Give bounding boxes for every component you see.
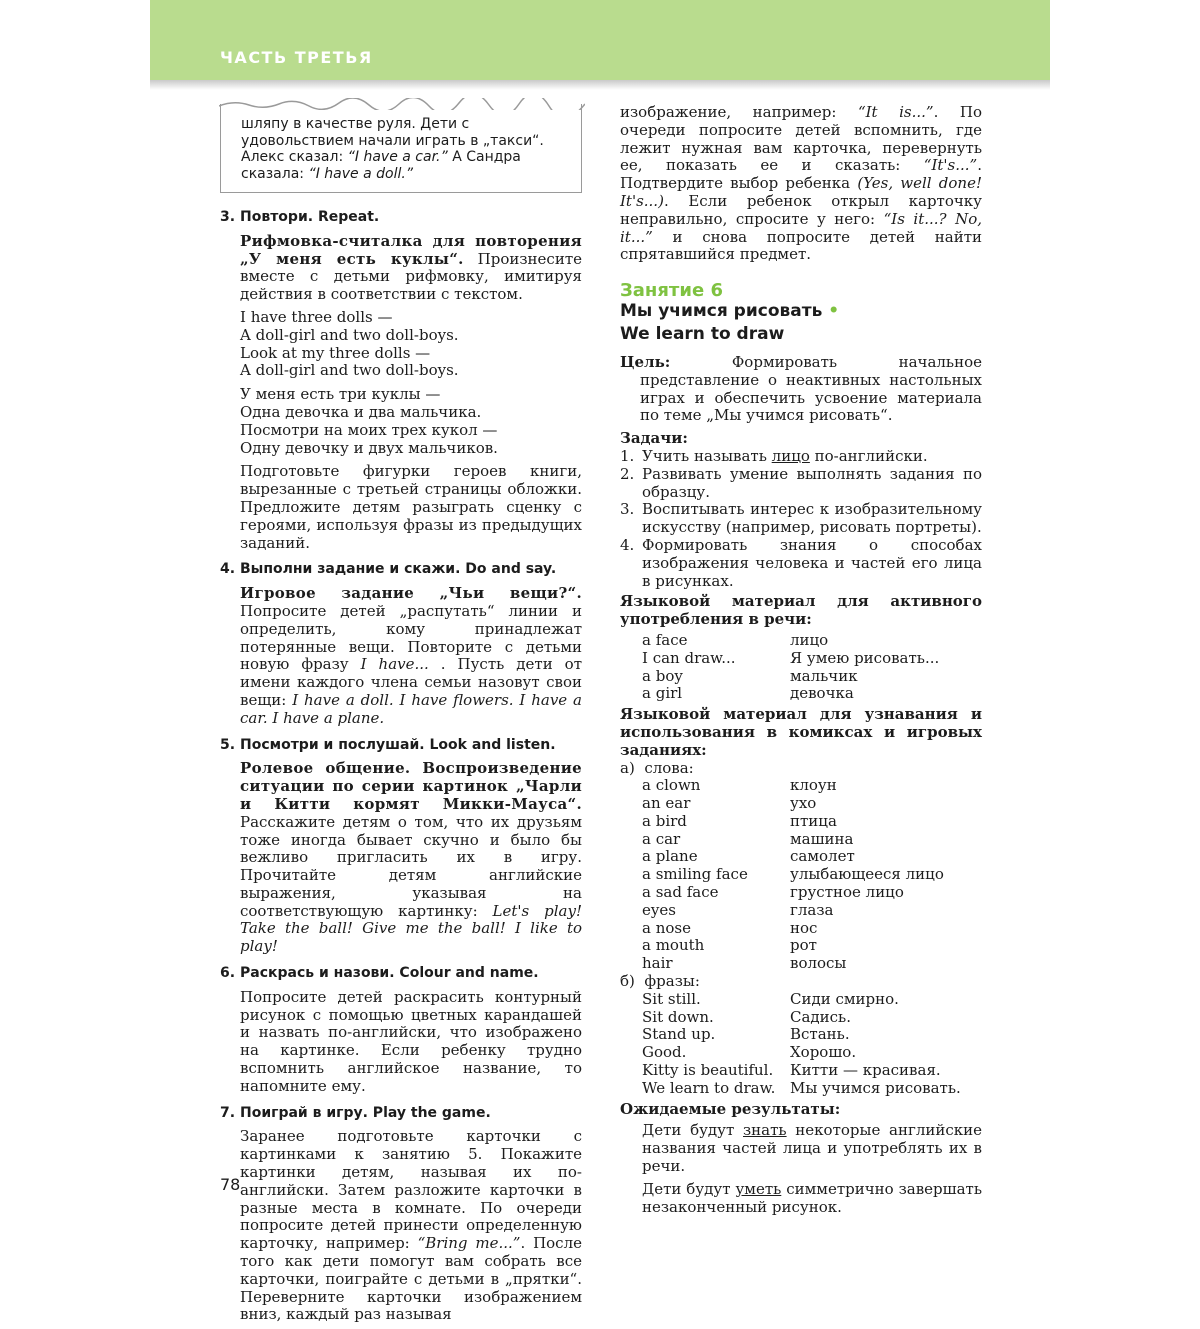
item-underlined: лицо: [771, 446, 810, 465]
vocab-row: [642, 668, 982, 686]
section-4-text: [240, 585, 582, 727]
vocab-en: a face: [642, 630, 688, 649]
vocab-row: [642, 632, 982, 650]
vocab-ru: птица: [790, 811, 837, 830]
vocab-en: Sit down.: [642, 1007, 714, 1026]
section-3-intro: [240, 233, 582, 304]
vocab-en: eyes: [642, 900, 676, 919]
list-item: [620, 501, 982, 537]
vocab-ru: девочка: [790, 684, 854, 703]
section-4: [220, 561, 582, 727]
item-number: 2.: [620, 464, 635, 483]
active-vocab-label: Языковой материал для активного употребления в речи:: [620, 592, 982, 629]
example-phrase: (Yes, well done! It's...): [620, 174, 982, 210]
poem-line: Look at my three dolls —: [240, 343, 431, 362]
lead-text: Ролевое общение. Воспроизведение ситуации по серии картинок „Чарли и Китти кормят Микки-Мауса“.: [240, 759, 582, 813]
vocab-en: a mouth: [642, 936, 705, 955]
example-phrase: “It's...”: [923, 156, 978, 175]
body-text: . Подтвердите выбор ребенка: [620, 156, 982, 193]
item-text: по-английски.: [809, 446, 928, 465]
vocab-row: [642, 866, 982, 884]
vocab-ru: Встань.: [790, 1025, 850, 1044]
body-text: . Пусть дети от имени каждого члена семьи назовут свои вещи:: [240, 655, 583, 709]
vocab-en: a smiling face: [642, 865, 748, 884]
vocab-en: a car: [642, 829, 681, 848]
page-header-band: [150, 0, 1050, 80]
body-text: Произнесите вместе с детьми рифмовку, имитируя действия в соответствии с текстом.: [240, 249, 583, 304]
vocab-en: Sit still.: [642, 989, 701, 1008]
vocab-row: [642, 1044, 982, 1062]
poem-line: A doll-girl and two doll-boys.: [240, 361, 459, 380]
note-quote-1: “I have a car.”: [347, 149, 448, 165]
section-title: ЧАСТЬ ТРЕТЬЯ: [220, 48, 373, 67]
poem-line: I have three dolls —: [240, 307, 393, 326]
poem-line: У меня есть три куклы —: [240, 385, 441, 404]
vocab-en: a girl: [642, 684, 683, 703]
section-number: 4.: [220, 561, 236, 578]
section-title: Повтори. Repeat.: [240, 209, 380, 225]
vocab-ru: нос: [790, 918, 818, 937]
vocab-ru: Садись.: [790, 1007, 851, 1026]
words-table: [642, 777, 982, 973]
body-text: изображение, например:: [620, 103, 858, 121]
section-7-continued: [620, 104, 982, 264]
section-number: 3.: [220, 209, 236, 225]
example-phrase: “It is...”: [857, 103, 934, 121]
vocab-ru: рот: [790, 936, 817, 955]
vocab-en: a boy: [642, 666, 683, 685]
underlined-word: уметь: [735, 1179, 782, 1198]
body-text: Заранее подготовьте карточки с картинками к занятию 5. Покажите картинки детям, называя их по-английски. Затем разложите карточки в разные места в комнате. По очереди попросите детей принести определенную карточку, например:: [240, 1127, 582, 1253]
section-7-heading: [220, 1105, 582, 1123]
section-title: Посмотри и послушай. Look and listen.: [240, 736, 556, 753]
section-6-text: Попросите детей раскрасить контурный рисунок с помощью цветных карандашей и назвать по-английски, что изображено на картинке. Если ребенку трудно вспомнить английское название, то напомните ему.: [240, 987, 582, 1095]
vocab-ru: улыбающееся лицо: [790, 865, 944, 884]
poem-line: Одна девочка и два мальчика.: [240, 402, 482, 421]
vocab-ru: Китти — красивая.: [790, 1061, 941, 1080]
item-text: Учить называть: [642, 446, 772, 465]
vocab-ru: глаза: [790, 900, 834, 919]
vocab-ru: лицо: [790, 630, 829, 649]
body-text: . Если ребенок открыл карточку неправильно, спросите у него:: [620, 191, 982, 228]
list-item: [620, 537, 982, 590]
section-3-heading: [220, 209, 582, 227]
section-7-text: [240, 1128, 582, 1324]
vocab-row: [642, 884, 982, 902]
vocab-en: hair: [642, 954, 673, 973]
vocab-row: [642, 1080, 982, 1098]
poem-line: A doll-girl and two doll-boys.: [240, 325, 459, 344]
poem-line: Посмотри на моих трех кукол —: [240, 420, 498, 439]
example-phrase: Let's play! Take the ball! Give me the ball! I like to play!: [240, 901, 582, 956]
vocab-en: a clown: [642, 776, 701, 795]
vocab-ru: Я умею рисовать...: [790, 648, 940, 667]
example-phrase: “Is it...? No, it...”: [620, 209, 982, 246]
body-text: Расскажите детям о том, что их друзьям тоже иногда бывает скучно и было бы вежливо пригласить их в игру. Прочитайте детям английские выражения, указывая на соответствующую картинку:: [240, 812, 582, 920]
note-text-1: шляпу в качестве руля. Дети с удовольствием начали играть в „такси“. Алекс сказал:: [241, 116, 544, 165]
item-number: 3.: [620, 500, 635, 519]
vocab-row: [642, 831, 982, 849]
phrases-table: [642, 991, 982, 1098]
poem-russian: [240, 386, 582, 457]
list-item: [620, 448, 982, 466]
lesson-title-ru: Мы учимся рисовать: [620, 300, 823, 321]
body-text: и снова попросите детей найти спрятавшийся предмет.: [620, 227, 982, 264]
vocab-en: a plane: [642, 847, 698, 866]
bullet-icon: •: [828, 300, 840, 321]
vocab-ru: мальчик: [790, 666, 858, 685]
vocab-ru: Сиди смирно.: [790, 989, 899, 1008]
story-note-box: [220, 104, 582, 193]
poem-english: [240, 309, 582, 380]
active-vocab-table: [642, 632, 982, 703]
vocab-row: [642, 902, 982, 920]
right-column: [620, 104, 982, 1221]
vocab-row: [642, 937, 982, 955]
example-phrase: I have a doll. I have flowers. I have a car. I have a plane.: [240, 690, 582, 727]
left-column: [220, 104, 582, 1329]
list-item: [620, 466, 982, 502]
vocab-row: [642, 920, 982, 938]
vocab-row: [642, 813, 982, 831]
section-4-heading: [220, 561, 582, 579]
goal-text: Формировать начальное представление о неактивных настольных играх и обеспечить усвоение материала по теме „Мы учимся рисовать“.: [640, 352, 982, 425]
section-title: Выполни задание и скажи. Do and say.: [240, 561, 557, 578]
vocab-en: a bird: [642, 811, 687, 830]
tasks-label: Задачи:: [620, 429, 688, 448]
body-text: симметрично завершать незаконченный рисунок.: [642, 1179, 983, 1216]
vocab-en: a nose: [642, 918, 691, 937]
vocab-en: an ear: [642, 794, 691, 813]
body-text: Дети будут: [642, 1179, 736, 1198]
results-block: [642, 1122, 982, 1216]
tasks-list: [620, 448, 982, 590]
section-5-text: [240, 760, 582, 956]
vocab-en: a sad face: [642, 883, 719, 902]
section-6-heading: [220, 965, 582, 983]
body-text: Попросите детей „распутать“ линии и определить, кому принадлежат потерянные вещи. Повторите с детьми новую фразу: [240, 601, 582, 674]
lesson-title: [620, 300, 982, 323]
section-number: 6.: [220, 965, 236, 982]
section-6: [220, 965, 582, 1096]
vocab-row: [642, 1009, 982, 1027]
item-text: Формировать знания о способах изображения человека и частей его лица в рисунках.: [642, 535, 982, 590]
vocab-row: [642, 685, 982, 703]
header-shadow: [150, 80, 1050, 90]
lead-text: Рифмовка-считалка для повторения „У меня есть куклы“.: [240, 231, 582, 268]
vocab-ru: грустное лицо: [790, 883, 904, 902]
vocab-en: We learn to draw.: [642, 1078, 776, 1097]
lesson-heading: Занятие 6: [620, 280, 723, 302]
torn-edge-icon: [219, 98, 585, 110]
results-label: Ожидаемые результаты:: [620, 1099, 841, 1118]
lesson-goal: [620, 354, 982, 425]
section-number: 5.: [220, 736, 236, 753]
vocab-ru: самолет: [790, 847, 855, 866]
vocab-row: [642, 991, 982, 1009]
note-text-2: А Сандра сказала:: [241, 149, 521, 182]
vocab-en: Stand up.: [642, 1025, 716, 1044]
vocab-ru: машина: [790, 829, 854, 848]
example-phrase: “Bring me...”: [417, 1234, 521, 1253]
item-text: Развивать умение выполнять задания по образцу.: [642, 464, 982, 501]
section-3: [220, 209, 582, 552]
phrases-label: б) фразы:: [620, 972, 700, 991]
result-1: [642, 1122, 982, 1175]
section-title: Поиграй в игру. Play the game.: [240, 1104, 491, 1121]
goal-label: Цель:: [620, 352, 671, 371]
item-text: Воспитывать интерес к изобразительному искусству (например, рисовать портреты).: [642, 500, 982, 537]
vocab-row: [642, 1062, 982, 1080]
result-2: [642, 1181, 982, 1217]
vocab-ru: ухо: [790, 794, 817, 813]
vocab-en: Good.: [642, 1043, 687, 1062]
note-quote-2: “I have a doll.”: [308, 165, 414, 182]
underlined-word: знать: [743, 1121, 787, 1140]
vocab-en: Kitty is beautiful.: [642, 1061, 774, 1080]
section-5: [220, 737, 582, 957]
item-number: 4.: [620, 535, 635, 554]
lesson-title-en: We learn to draw: [620, 323, 785, 344]
section-5-heading: [220, 737, 582, 755]
vocab-row: [642, 955, 982, 973]
passive-vocab-label: Языковой материал для узнавания и использования в комиксах и игровых заданиях:: [620, 705, 982, 759]
vocab-row: [642, 795, 982, 813]
vocab-ru: Мы учимся рисовать.: [790, 1078, 961, 1097]
section-7: [220, 1105, 582, 1325]
body-text: некоторые английские названия частей лица и употреблять их в речи.: [642, 1121, 982, 1176]
body-text: . После того как дети помогут вам собрать все карточки, поиграйте с детьми в „прятки“. Переверните карточки изображением вниз, каждый раз называя: [240, 1234, 582, 1324]
vocab-en: I can draw...: [642, 648, 736, 667]
vocab-row: [642, 848, 982, 866]
vocab-ru: Хорошо.: [790, 1043, 857, 1062]
lead-text: Игровое задание „Чьи вещи?“.: [240, 584, 582, 603]
section-number: 7.: [220, 1104, 236, 1121]
vocab-row: [642, 650, 982, 668]
words-label: а) слова:: [620, 758, 694, 777]
body-text: . По очереди попросите детей вспомнить, где лежит нужная вам карточка, перевернуть ее, показать ее и сказать:: [620, 103, 983, 175]
vocab-row: [642, 777, 982, 795]
section-title: Раскрась и назови. Colour and name.: [240, 965, 539, 982]
item-number: 1.: [620, 446, 635, 465]
body-text: Дети будут: [642, 1121, 743, 1140]
vocab-ru: волосы: [790, 954, 847, 973]
vocab-ru: клоун: [790, 776, 837, 795]
vocab-row: [642, 1026, 982, 1044]
example-phrase: I have...: [360, 655, 429, 674]
page-number: 78: [220, 1175, 241, 1194]
section-3-after: Подготовьте фигурки героев книги, вырезанные с третьей страницы обложки. Предложите детям разыграть сценку с героями, используя фразы из предыдущих заданий.: [240, 462, 582, 552]
poem-line: Одну девочку и двух мальчиков.: [240, 438, 498, 457]
